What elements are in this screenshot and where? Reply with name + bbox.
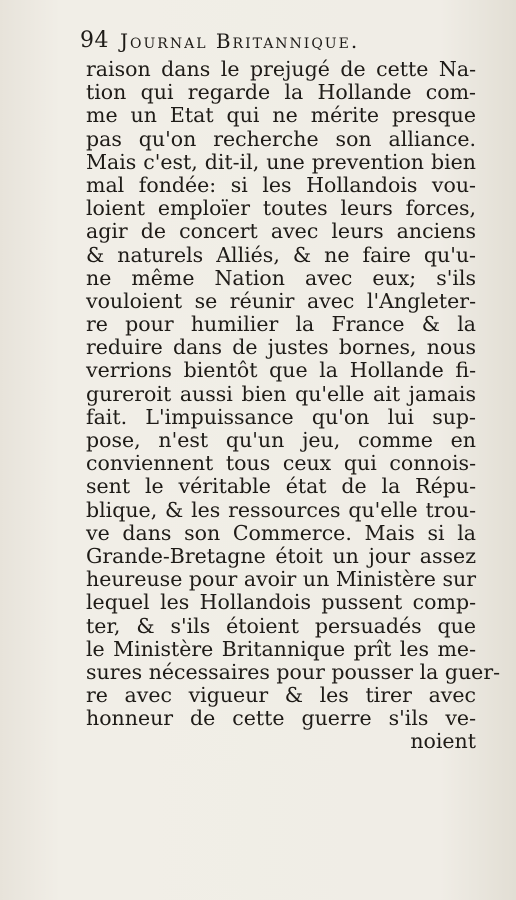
text-line: heureuse pour avoir un Ministère sur: [86, 567, 476, 592]
text-line: honneur de cette guerre s'ils ve-: [86, 706, 476, 731]
text-line: ter, & s'ils étoient persuadés que: [86, 613, 476, 638]
text-line: vouloient se réunir avec l'Angleter-: [86, 288, 476, 313]
text-line: verrions bientôt que la Hollande fi-: [86, 358, 476, 383]
text-line: loient emploïer toutes leurs forces,: [86, 196, 476, 221]
page-header: [80, 28, 480, 58]
text-line: conviennent tous ceux qui connois-: [86, 451, 476, 476]
text-line: Mais c'est, dit-il, une prevention bien: [86, 149, 476, 174]
text-line: le Ministère Britannique prît les me-: [86, 636, 476, 661]
text-line: ve dans son Commerce. Mais si la: [86, 520, 476, 545]
text-line: pose, n'est qu'un jeu, comme en: [86, 428, 476, 452]
text-line: mal fondée: si les Hollandois vou-: [86, 172, 476, 197]
text-line: gureroit aussi bien qu'elle ait jamais: [86, 381, 476, 406]
text-line: Grande-Bretagne étoit un jour assez: [86, 543, 476, 568]
body-text: [86, 57, 501, 754]
text-line: noient: [410, 729, 476, 754]
text-line: raison dans le prejugé de cette Na-: [86, 57, 476, 81]
page-number: 94: [80, 28, 109, 53]
text-line: lequel les Hollandois pussent comp-: [86, 590, 476, 615]
text-line: agir de concert avec leurs anciens: [86, 219, 476, 244]
running-head: Journal Britannique.: [120, 29, 360, 53]
text-line: fait. L'impuissance qu'on lui sup-: [86, 404, 476, 429]
text-line: blique, & les ressources qu'elle trou-: [86, 497, 476, 522]
text-line: tion qui regarde la Hollande com-: [86, 80, 476, 105]
text-line: pas qu'on recherche son alliance.: [86, 126, 476, 151]
text-line: reduire dans de justes bornes, nous: [86, 335, 476, 360]
text-line: re pour humilier la France & la: [86, 312, 476, 337]
text-line: re avec vigueur & les tirer avec: [86, 683, 476, 708]
text-line: sures nécessaires pour pousser la guer-: [86, 659, 501, 684]
text-line: sent le véritable état de la Répu-: [86, 474, 476, 499]
text-line: me un Etat qui ne mérite presque: [86, 103, 476, 128]
text-line: ne même Nation avec eux; s'ils: [86, 265, 476, 290]
text-line: & naturels Alliés, & ne faire qu'u-: [86, 242, 476, 267]
